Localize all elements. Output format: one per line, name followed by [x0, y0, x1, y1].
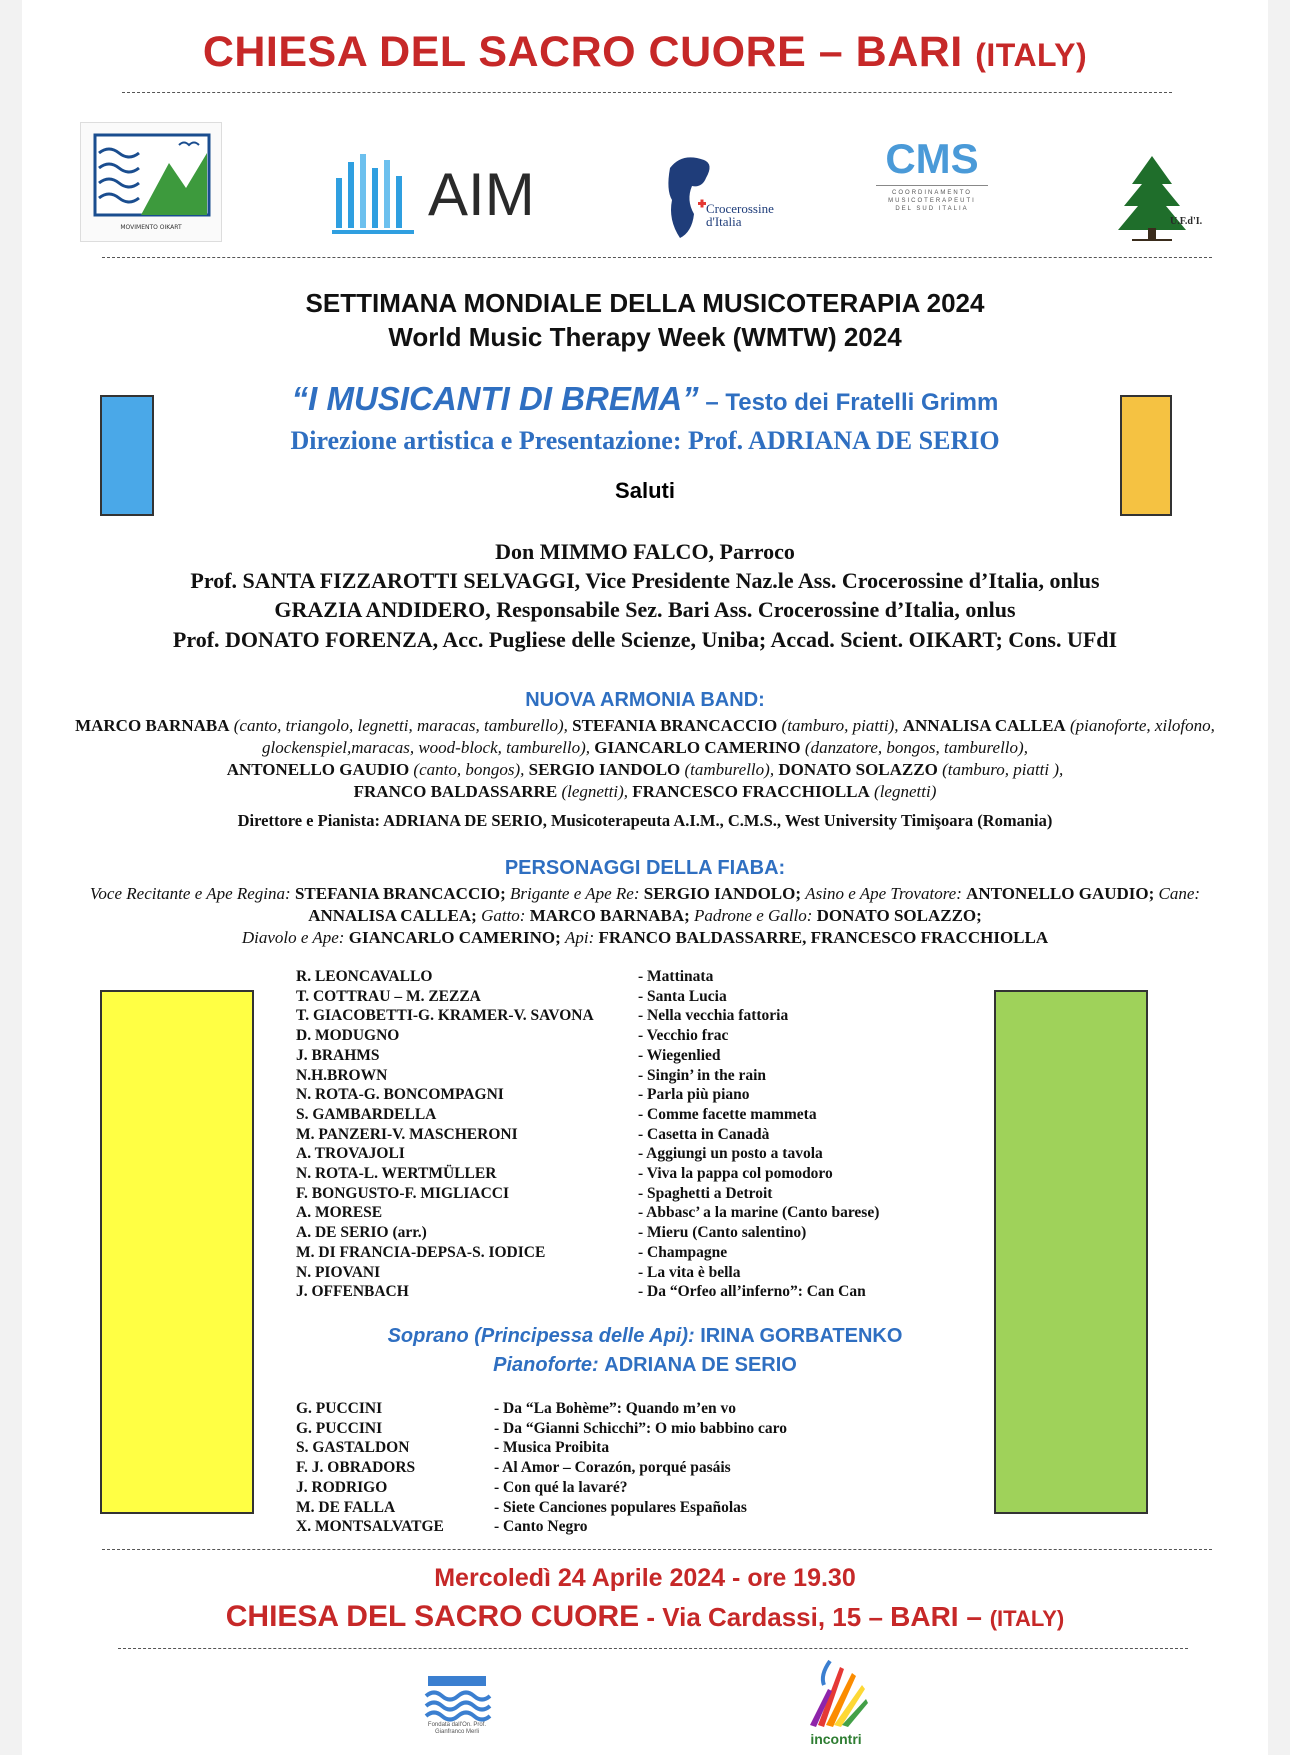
piano-label: Pianoforte: — [493, 1354, 605, 1376]
character: Asino e Ape Trovatore: ANTONELLO GAUDIO; — [805, 884, 1159, 903]
program-piece: - Viva la pappa col pomodoro — [638, 1165, 833, 1182]
program-piece: - Con qué la lavaré? — [494, 1478, 628, 1496]
incontri-text: incontri — [810, 1731, 862, 1747]
program-piece: - Parla più piano — [638, 1086, 750, 1104]
program-piece: - Musica Proibita — [494, 1439, 610, 1457]
incontri-logo-icon — [800, 1655, 872, 1731]
divider — [102, 1549, 1212, 1550]
show-title-sub: – Testo dei Fratelli Grimm — [705, 389, 999, 416]
event-title-en: World Music Therapy Week (WMTW) 2024 — [388, 322, 902, 352]
ufdi-text: U.F.d'I. — [1170, 216, 1203, 227]
aim-text: AIM — [428, 161, 535, 228]
band-member: SERGIO IANDOLO (tamburello), — [528, 760, 779, 779]
program-piece: - Wiegenlied — [638, 1046, 721, 1064]
greeting-line: Prof. SANTA FIZZAROTTI SELVAGGI, Vice Presidente Naz.le Ass. Crocerossine d’Italia, onlus — [190, 568, 1100, 593]
header-title-main: CHIESA DEL SACRO CUORE – BARI — [202, 28, 963, 76]
program-composer: S. GAMBARDELLA — [296, 1105, 437, 1123]
soprano-line — [22, 1325, 1268, 1348]
waves-logo-icon — [422, 1672, 492, 1722]
program-composer: T. COTTRAU – M. ZEZZA — [296, 987, 481, 1005]
soprano-name: IRINA GORBATENKO — [700, 1325, 903, 1347]
character: Voce Recitante e Ape Regina: STEFANIA BRANCACCIO; — [89, 884, 510, 903]
characters-heading: PERSONAGGI DELLA FIABA: — [504, 857, 786, 879]
decorative-box-yellow — [100, 990, 254, 1514]
program-composer: M. DE FALLA — [296, 1498, 396, 1516]
poster — [22, 0, 1268, 1755]
band-members — [72, 715, 1218, 803]
event-venue — [22, 1600, 1268, 1634]
band-member: DONATO SOLAZZO (tamburo, piatti ), — [778, 760, 1064, 779]
crocerossine-text-2: d'Italia — [706, 214, 742, 229]
band-member: MARCO BARNABA (canto, triangolo, legnetti, maracas, tamburello), — [75, 716, 573, 735]
divider — [122, 92, 1172, 93]
character: Brigante e Ape Re: SERGIO IANDOLO; — [509, 884, 806, 903]
footer-logo-caption — [422, 1722, 492, 1736]
event-title-it: SETTIMANA MONDIALE DELLA MUSICOTERAPIA 2024 — [305, 288, 985, 318]
program-composer: N.H.BROWN — [296, 1066, 388, 1084]
program-composer: G. PUCCINI — [296, 1419, 383, 1437]
crocerossine-logo — [662, 150, 782, 250]
footer-logo-right — [800, 1655, 872, 1751]
program-composer: A. MORESE — [296, 1204, 383, 1222]
program-composer: M. PANZERI-V. MASCHERONI — [296, 1125, 518, 1143]
program-piece: - Siete Canciones populares Españolas — [494, 1498, 747, 1516]
program-composer: D. MODUGNO — [296, 1027, 400, 1045]
band-member: FRANCO BALDASSARRE (legnetti), — [353, 782, 633, 801]
program-piece: - Comme facette mammeta — [638, 1105, 817, 1123]
program-piece: - Vecchio frac — [638, 1027, 729, 1045]
program-piece: - La vita è bella — [638, 1263, 741, 1281]
cms-sub-1: COORDINAMENTO — [892, 190, 972, 196]
program-composer: F. J. OBRADORS — [296, 1459, 416, 1477]
program-piece: - Aggiungi un posto a tavola — [638, 1145, 823, 1163]
crocerossine-text-1: Crocerossine — [706, 201, 774, 216]
crocerossine-text — [706, 202, 774, 228]
venue-address: - Via Cardassi, 15 – — [639, 1602, 891, 1632]
program-composer: R. LEONCAVALLO — [296, 968, 433, 985]
program-piece: - Nella vecchia fattoria — [638, 1007, 789, 1025]
program-composer: T. GIACOBETTI-G. KRAMER-V. SAVONA — [296, 1007, 594, 1025]
piano-line — [22, 1354, 1268, 1377]
band-member: GIANCARLO CAMERINO (danzatore, bongos, tamburello), — [594, 738, 1028, 757]
decorative-box-green — [994, 990, 1148, 1514]
program-composer: A. DE SERIO (arr.) — [296, 1224, 427, 1242]
footer-logo-left — [422, 1672, 492, 1742]
program-piece: - Da “Gianni Schicchi”: O mio babbino caro — [494, 1419, 787, 1437]
program-composer: J. RODRIGO — [296, 1478, 388, 1496]
program-piece: - Abbasc’ a la marine (Canto barese) — [638, 1204, 880, 1222]
footer-logo-caption-1: Fondata dall'On. Prof. — [427, 1722, 487, 1728]
program-composer: M. DI FRANCIA-DEPSA-S. IODICE — [296, 1243, 546, 1261]
band-member: ANTONELLO GAUDIO (canto, bongos), — [226, 760, 529, 779]
greetings-heading: Saluti — [615, 478, 675, 503]
character: Gatto: MARCO BARNABA; — [481, 906, 695, 925]
ufdi-logo — [1112, 150, 1212, 245]
cms-text: CMS — [885, 135, 979, 182]
venue-suffix: (ITALY) — [989, 1606, 1065, 1631]
cms-subtitle — [862, 189, 1002, 213]
band-member: STEFANIA BRANCACCIO (tamburo, piatti), — [572, 716, 903, 735]
band-heading: NUOVA ARMONIA BAND: — [525, 689, 765, 711]
program-composer: N. ROTA-G. BONCOMPAGNI — [296, 1086, 504, 1104]
greeting-line: GRAZIA ANDIDERO, Responsabile Sez. Bari Ass. Crocerossine d’Italia, onlus — [274, 597, 1016, 622]
program-composer: N. PIOVANI — [296, 1263, 381, 1281]
header-title-suffix: (ITALY) — [975, 37, 1088, 73]
character: Cane: ANNALISA CALLEA; — [308, 884, 1201, 925]
program-piece: - Casetta in Canadà — [638, 1125, 770, 1143]
program-piece: - Singin’ in the rain — [638, 1066, 767, 1084]
footer-logo-caption-2: Gianfranco Merli — [434, 1729, 479, 1735]
program-piece: - Canto Negro — [494, 1518, 588, 1536]
greeting-line: Prof. DONATO FORENZA, Acc. Pugliese delle Scienze, Uniba; Accad. Scient. OIKART; Cons. UFdI — [172, 627, 1118, 652]
crocerossine-icon — [662, 150, 782, 250]
oikart-icon — [81, 123, 221, 241]
header-title — [22, 28, 1268, 77]
band-member: FRANCESCO FRACCHIOLLA (legnetti) — [632, 782, 937, 801]
characters-list — [82, 883, 1208, 949]
show-title — [22, 380, 1268, 418]
event-date: Mercoledì 24 Aprile 2024 - ore 19.30 — [434, 1564, 856, 1592]
program-piece: - Al Amor – Corazón, porqué pasáis — [494, 1459, 731, 1477]
aim-logo — [332, 148, 562, 240]
character: Diavolo e Ape: GIANCARLO CAMERINO; — [241, 928, 565, 947]
program-composer: F. BONGUSTO-F. MIGLIACCI — [296, 1184, 510, 1202]
program-piece: - Champagne — [638, 1243, 728, 1261]
divider — [876, 185, 988, 186]
svg-text:MOVIMENTO OIKART: MOVIMENTO OIKART — [120, 224, 182, 231]
program-piece: - Spaghetti a Detroit — [638, 1184, 773, 1202]
artistic-direction: Direzione artistica e Presentazione: Prof. ADRIANA DE SERIO — [290, 426, 1000, 455]
cms-logo — [862, 135, 1002, 215]
band-member: ANNALISA CALLEA (pianoforte, xilofono, glockenspiel,maracas, wood-block, tamburello), — [262, 716, 1215, 757]
program-piece: - Mattinata — [638, 968, 714, 985]
oikart-logo — [80, 122, 222, 242]
cms-sub-2: MUSICOTERAPEUTI — [888, 198, 976, 204]
program-composer: A. TROVAJOLI — [296, 1145, 405, 1163]
tree-icon — [1112, 150, 1212, 245]
character: Padrone e Gallo: DONATO SOLAZZO; — [694, 906, 982, 925]
program-composer: S. GASTALDON — [296, 1439, 410, 1457]
program-piece: - Da “Orfeo all’inferno”: Can Can — [638, 1283, 866, 1301]
divider — [118, 1648, 1188, 1649]
show-title-main: “I MUSICANTI DI BREMA” — [291, 380, 699, 417]
band-director: Direttore e Pianista: ADRIANA DE SERIO, Musicoterapeuta A.I.M., C.M.S., West University Timişoara (Romania) — [237, 811, 1053, 830]
venue-name: CHIESA DEL SACRO CUORE — [225, 1600, 640, 1633]
character: Api: FRANCO BALDASSARRE, FRANCESCO FRACCHIOLLA — [565, 928, 1049, 947]
program-composer: N. ROTA-L. WERTMÜLLER — [296, 1165, 497, 1182]
program-composer: G. PUCCINI — [296, 1400, 383, 1417]
program-composer: J. BRAHMS — [296, 1046, 380, 1064]
venue-city: BARI – — [890, 1601, 990, 1632]
cms-sub-3: DEL SUD ITALIA — [895, 206, 969, 212]
program-composer: X. MONTSALVATGE — [296, 1518, 444, 1536]
program-piece: - Santa Lucia — [638, 987, 727, 1005]
soprano-label: Soprano (Principessa delle Api): — [387, 1325, 701, 1347]
program-piece: - Da “La Bohème”: Quando m’en vo — [494, 1400, 736, 1417]
greeting-line: Don MIMMO FALCO, Parroco — [495, 539, 795, 564]
program-piece: - Mieru (Canto salentino) — [638, 1224, 807, 1242]
program-composer: J. OFFENBACH — [296, 1283, 409, 1301]
divider — [102, 257, 1212, 258]
piano-name: ADRIANA DE SERIO — [604, 1354, 797, 1376]
